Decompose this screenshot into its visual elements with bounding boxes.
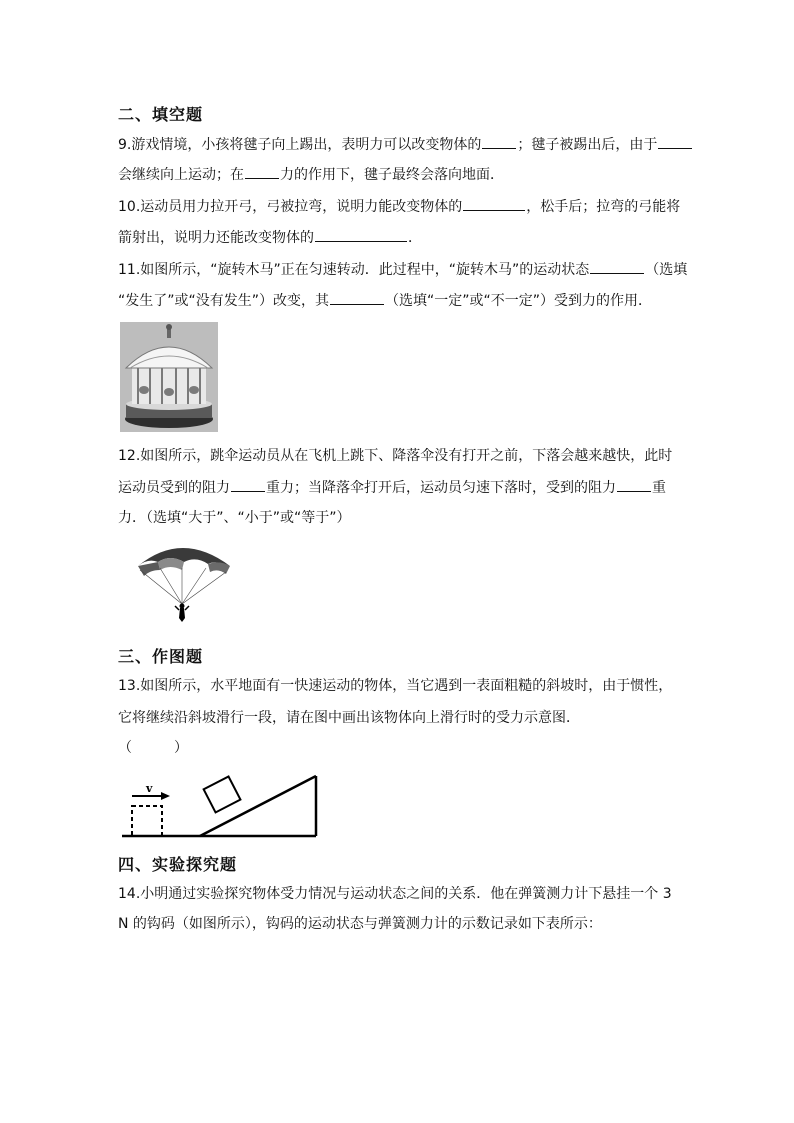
q14-line-1: 14.小明通过实验探究物体受力情况与运动状态之间的关系．他在弹簧测力计下悬挂一个 3 <box>118 886 672 902</box>
q9-blank-3[interactable] <box>245 164 279 179</box>
dashed-box <box>132 806 162 836</box>
q10-text: ． <box>408 230 422 246</box>
velocity-label: v <box>146 782 153 795</box>
q10-blank-1[interactable] <box>463 196 525 211</box>
q10-text: 10.运动员用力拉开弓，弓被拉弯，说明力能改变物体的 <box>118 199 463 215</box>
q13-line-1: 13.如图所示，水平地面有一快速运动的物体，当它遇到一表面粗糙的斜坡时，由于惯性， <box>118 678 673 694</box>
q12-line-3: 力．（选填“大于”、“小于”或“等于”） <box>118 510 351 526</box>
q9-line-2 <box>118 164 504 185</box>
q11-text: （选填“一定”或“不一定”）受到力的作用． <box>385 293 653 309</box>
q12-blank-1[interactable] <box>231 477 265 492</box>
q12-line-2 <box>118 477 666 498</box>
q10-text: ，松手后；拉弯的弓能将 <box>526 199 681 215</box>
q10-text: 箭射出，说明力还能改变物体的 <box>118 230 314 246</box>
q11-text: （选填 <box>645 262 688 278</box>
q11-blank-2[interactable] <box>330 290 384 305</box>
q10-line-1 <box>118 196 680 217</box>
q9-text: 会继续向上运动；在 <box>118 167 244 183</box>
q12-text: 重力；当降落伞打开后，运动员匀速下落时，受到的阻力 <box>266 480 616 496</box>
block-on-slope <box>204 776 241 812</box>
q11-blank-1[interactable] <box>590 259 644 274</box>
q11-line-1 <box>118 259 687 280</box>
q11-text: 11.如图所示，“旋转木马”正在匀速转动．此过程中，“旋转木马”的运动状态 <box>118 262 590 278</box>
carousel-image <box>120 322 218 432</box>
q9-text: ；毽子被踢出后，由于 <box>517 137 658 153</box>
q9-blank-1[interactable] <box>482 134 516 149</box>
q10-line-2 <box>118 227 422 248</box>
slope-diagram <box>120 768 330 842</box>
q14-line-2: N 的钩码（如图所示），钩码的运动状态与弹簧测力计的示数记录如下表所示： <box>118 916 602 932</box>
q13-line-2: 它将继续沿斜坡滑行一段，请在图中画出该物体向上滑行时的受力示意图． <box>118 710 580 726</box>
parachute-image <box>120 536 244 632</box>
q10-blank-2[interactable] <box>315 227 407 242</box>
q12-text: 重 <box>652 480 666 496</box>
section-heading-experiment: 四、实验探究题 <box>118 855 238 874</box>
section-heading-drawing: 三、作图题 <box>118 647 204 666</box>
q9-blank-2[interactable] <box>658 134 692 149</box>
q12-line-1: 12.如图所示，跳伞运动员从在飞机上跳下、降落伞没有打开之前，下落会越来越快，此时 <box>118 448 673 464</box>
q11-text: “发生了”或“没有发生”）改变，其 <box>118 293 330 309</box>
q9-line-1 <box>118 134 693 155</box>
q12-blank-2[interactable] <box>617 477 651 492</box>
q12-text: 运动员受到的阻力 <box>118 480 230 496</box>
section-heading-fill-blank: 二、填空题 <box>118 105 204 124</box>
q13-answer-bracket[interactable]: （ ） <box>118 740 188 756</box>
q9-text: 9.游戏情境，小孩将毽子向上踢出，表明力可以改变物体的 <box>118 137 482 153</box>
q11-line-2 <box>118 290 652 311</box>
q9-text: 力的作用下，毽子最终会落向地面． <box>280 167 504 183</box>
